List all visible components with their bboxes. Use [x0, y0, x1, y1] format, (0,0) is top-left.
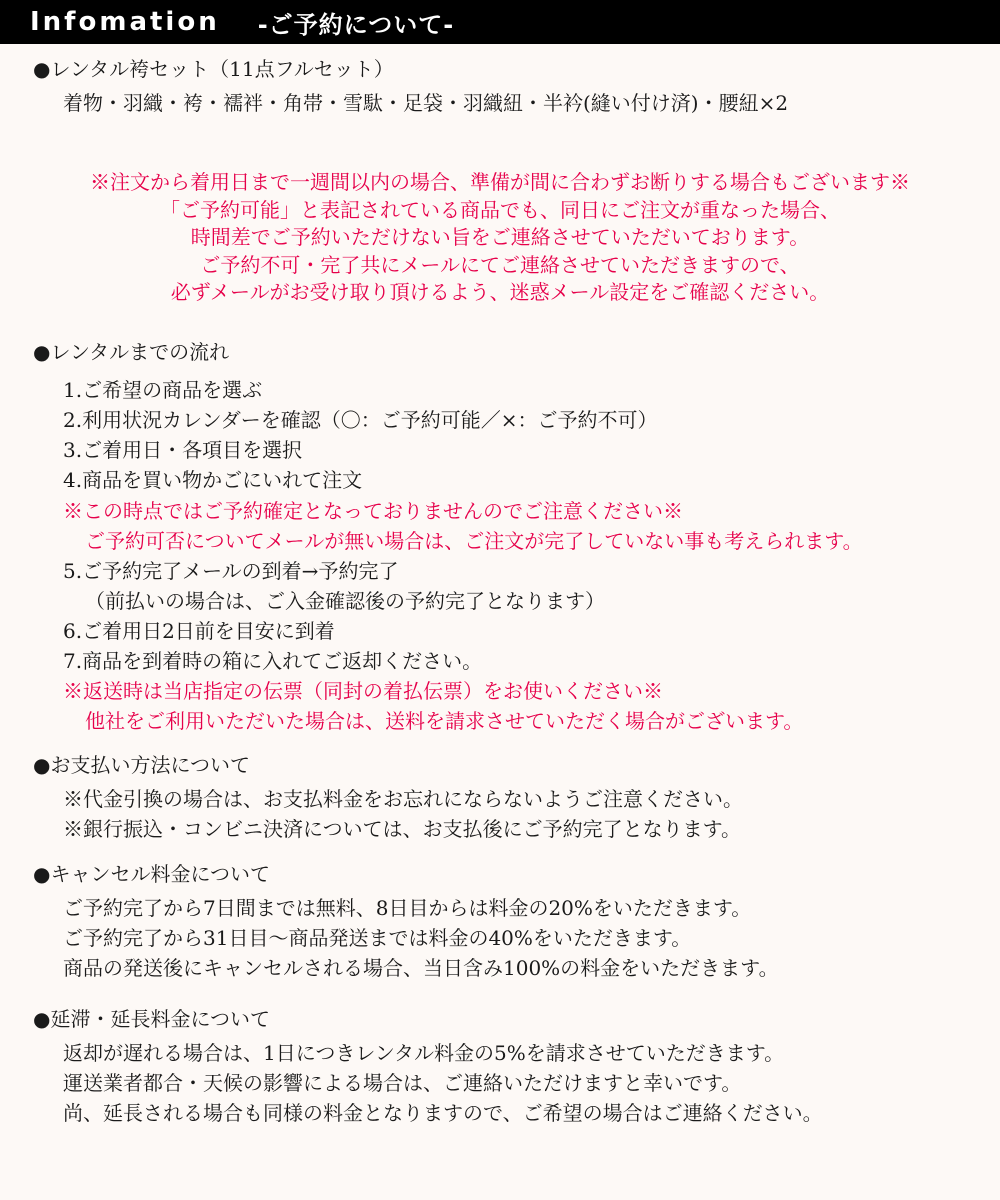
late-fee-line: 尚、延長される場合も同様の料金となりますので、ご希望の場合はご連絡ください。	[63, 1101, 823, 1125]
flow-warning: ご予約可否についてメールが無い場合は、ご注文が完了していない事も考えられます。	[85, 529, 863, 553]
flow-warning: 他社をご利用いただいた場合は、送料を請求させていただく場合がございます。	[85, 709, 804, 733]
cancel-line: ご予約完了から31日目〜商品発送までは料金の40%をいただきます。	[63, 926, 692, 950]
flow-step: 3.ご着用日・各項目を選択	[63, 438, 303, 462]
payment-line: ※代金引換の場合は、お支払料金をお忘れにならないようご注意ください。	[63, 787, 743, 811]
notice-line: 必ずメールがお受け取り頂けるよう、迷惑メール設定をご確認ください。	[170, 280, 830, 304]
rental-set-items: 着物・羽織・袴・襦袢・角帯・雪駄・足袋・羽織紐・半衿(縫い付け済)・腰紐×2	[63, 91, 789, 115]
section-heading-payment: ●お支払い方法について	[33, 753, 251, 777]
flow-step: 7.商品を到着時の箱に入れてご返却ください。	[63, 649, 483, 673]
payment-line: ※銀行振込・コンビニ決済については、お支払後にご予約完了となります。	[63, 817, 741, 841]
section-heading-late-fee: ●延滞・延長料金について	[33, 1007, 271, 1031]
page-subtitle: -ご予約について-	[257, 10, 455, 39]
flow-step-note: （前払いの場合は、ご入金確認後の予約完了となります）	[85, 589, 605, 613]
page-title: Infomation	[30, 7, 220, 37]
section-heading-cancel: ●キャンセル料金について	[33, 862, 271, 886]
notice-line: ご予約不可・完了共にメールにてご連絡させていただきますので、	[200, 253, 800, 277]
notice-line: ※注文から着用日まで一週間以内の場合、準備が間に合わずお断りする場合もございます※	[90, 170, 910, 194]
section-heading-rental-flow: ●レンタルまでの流れ	[33, 340, 230, 364]
flow-warning: ※この時点ではご予約確定となっておりませんのでご注意ください※	[63, 499, 683, 523]
late-fee-line: 返却が遅れる場合は、1日につきレンタル料金の5%を請求させていただきます。	[63, 1041, 785, 1065]
notice-line: 時間差でご予約いただけない旨をご連絡させていただいております。	[190, 225, 810, 249]
flow-step: 5.ご予約完了メールの到着→予約完了	[63, 559, 399, 583]
section-heading-rental-set: ●レンタル袴セット（11点フルセット）	[33, 57, 394, 81]
late-fee-line: 運送業者都合・天候の影響による場合は、ご連絡いただけますと幸いです。	[63, 1071, 742, 1095]
flow-warning: ※返送時は当店指定の伝票（同封の着払伝票）をお使いください※	[63, 679, 663, 703]
page-header	[0, 0, 1000, 44]
flow-step: 4.商品を買い物かごにいれて注文	[63, 468, 363, 492]
cancel-line: 商品の発送後にキャンセルされる場合、当日含み100%の料金をいただきます。	[63, 956, 779, 980]
flow-step: 2.利用状況カレンダーを確認（〇：ご予約可能／×：ご予約不可）	[63, 408, 658, 432]
flow-step: 1.ご希望の商品を選ぶ	[63, 378, 263, 402]
notice-line: 「ご予約可能」と表記されている商品でも、同日にご注文が重なった場合、	[160, 198, 840, 222]
flow-step: 6.ご着用日2日前を目安に到着	[63, 619, 335, 643]
cancel-line: ご予約完了から7日間までは無料、8日目からは料金の20%をいただきます。	[63, 896, 752, 920]
